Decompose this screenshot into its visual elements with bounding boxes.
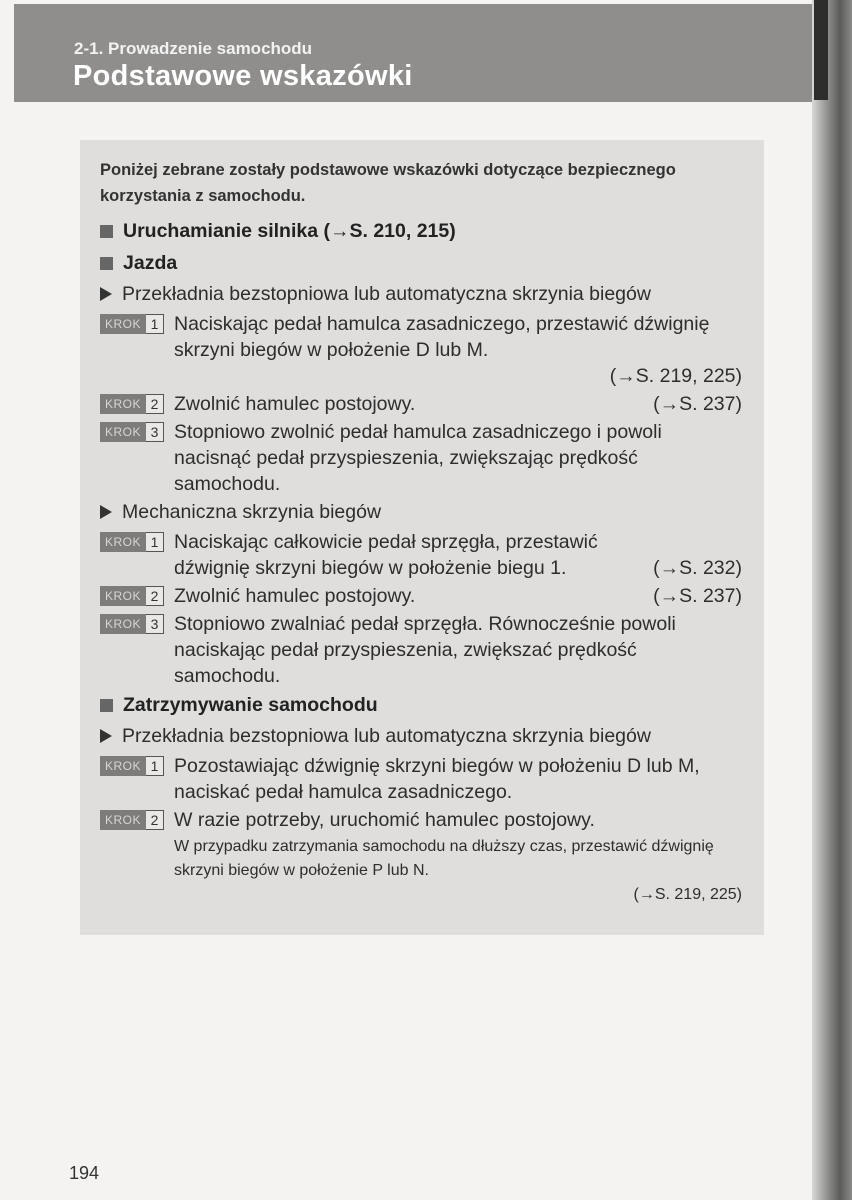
content bbox=[100, 157, 742, 907]
page-edge-shadow bbox=[812, 0, 852, 1200]
subheading-auto-stop bbox=[100, 721, 742, 751]
step-text: Pozostawiając dźwignię skrzyni biegów w położeniu D lub M, naciskać pedał hamulca zasadniczego. bbox=[174, 755, 700, 803]
subheading-text: Mechaniczna skrzynia biegów bbox=[122, 501, 382, 523]
step-label bbox=[100, 810, 164, 830]
krok-badge: KROK bbox=[100, 314, 146, 334]
krok-badge: KROK bbox=[100, 586, 146, 606]
page-title: Podstawowe wskazówki bbox=[73, 60, 413, 92]
step-text: Zwolnić hamulec postojowy. bbox=[174, 393, 416, 415]
page-number: 194 bbox=[69, 1163, 100, 1183]
step-number: 3 bbox=[146, 614, 164, 634]
step-text: Stopniowo zwalniać pedał sprzęgła. Równocześnie powoli naciskając pedał przyspieszenia, zwiększać prędkość samochodu. bbox=[174, 613, 676, 687]
heading-driving bbox=[100, 247, 742, 279]
heading-stopping bbox=[100, 689, 742, 721]
square-bullet-icon bbox=[100, 257, 113, 270]
square-bullet-icon bbox=[100, 225, 113, 238]
step-label bbox=[100, 532, 164, 552]
step-text: W razie potrzeby, uruchomić hamulec postojowy. bbox=[174, 809, 595, 831]
step-text: Naciskając całkowicie pedał sprzęgła, przestawić dźwignię skrzyni biegów w położenie biegu 1. bbox=[174, 531, 598, 579]
step-number: 1 bbox=[146, 756, 164, 776]
krok-badge: KROK bbox=[100, 532, 146, 552]
step-manual-3 bbox=[100, 611, 742, 689]
step-number: 3 bbox=[146, 422, 164, 442]
note-text: W przypadku zatrzymania samochodu na dłuższy czas, przestawić dźwignię skrzyni biegów w położenie P lub N. bbox=[174, 838, 714, 879]
page-reference: (→S. 232) bbox=[653, 557, 742, 579]
step-label bbox=[100, 586, 164, 606]
step-label bbox=[100, 614, 164, 634]
step-text: Naciskając pedał hamulca zasadniczego, przestawić dźwignię skrzyni biegów w położenie D lub M. bbox=[174, 313, 710, 361]
krok-badge: KROK bbox=[100, 756, 146, 776]
step-number: 1 bbox=[146, 532, 164, 552]
heading-text: Uruchamianie silnika (→S. 210, 215) bbox=[123, 220, 456, 242]
step-number: 2 bbox=[146, 394, 164, 414]
step-stop-1 bbox=[100, 753, 742, 805]
triangle-bullet-icon bbox=[100, 287, 112, 301]
step-number: 2 bbox=[146, 586, 164, 606]
step-auto-drive-2 bbox=[100, 391, 742, 417]
subheading-manual bbox=[100, 497, 742, 527]
triangle-bullet-icon bbox=[100, 505, 112, 519]
section-header bbox=[14, 4, 822, 102]
krok-badge: KROK bbox=[100, 394, 146, 414]
step-stop-2 bbox=[100, 807, 742, 833]
stop-note bbox=[100, 835, 742, 907]
subheading-text: Przekładnia bezstopniowa lub automatyczna skrzynia biegów bbox=[122, 283, 651, 305]
step-text: Zwolnić hamulec postojowy. bbox=[174, 585, 416, 607]
step-text: Stopniowo zwolnić pedał hamulca zasadniczego i powoli nacisnąć pedał przyspieszenia, zwiększając prędkość samochodu. bbox=[174, 421, 662, 495]
step-auto-drive-3 bbox=[100, 419, 742, 497]
intro-text: Poniżej zebrane zostały podstawowe wskazówki dotyczące bezpiecznego korzystania z samochodu. bbox=[100, 161, 676, 205]
krok-badge: KROK bbox=[100, 810, 146, 830]
heading-text: Zatrzymywanie samochodu bbox=[123, 694, 378, 716]
triangle-bullet-icon bbox=[100, 729, 112, 743]
heading-text: Jazda bbox=[123, 252, 178, 274]
krok-badge: KROK bbox=[100, 422, 146, 442]
step-label bbox=[100, 314, 164, 334]
square-bullet-icon bbox=[100, 699, 113, 712]
page-reference: (→S. 219, 225) bbox=[609, 365, 742, 387]
section-label: 2-1. Prowadzenie samochodu bbox=[74, 39, 313, 58]
step-label bbox=[100, 394, 164, 414]
page-edge-dark bbox=[814, 0, 828, 100]
subheading-auto-drive bbox=[100, 279, 742, 309]
step-label bbox=[100, 422, 164, 442]
step-number: 1 bbox=[146, 314, 164, 334]
page-reference: (→S. 237) bbox=[653, 585, 742, 607]
page-reference: (→S. 219, 225) bbox=[633, 886, 742, 903]
krok-badge: KROK bbox=[100, 614, 146, 634]
page-reference: (→S. 237) bbox=[653, 393, 742, 415]
step-label bbox=[100, 756, 164, 776]
step-auto-drive-1 bbox=[100, 311, 742, 389]
subheading-text: Przekładnia bezstopniowa lub automatyczna skrzynia biegów bbox=[122, 725, 651, 747]
heading-engine-start bbox=[100, 215, 742, 247]
step-number: 2 bbox=[146, 810, 164, 830]
step-manual-1 bbox=[100, 529, 742, 581]
step-manual-2 bbox=[100, 583, 742, 609]
